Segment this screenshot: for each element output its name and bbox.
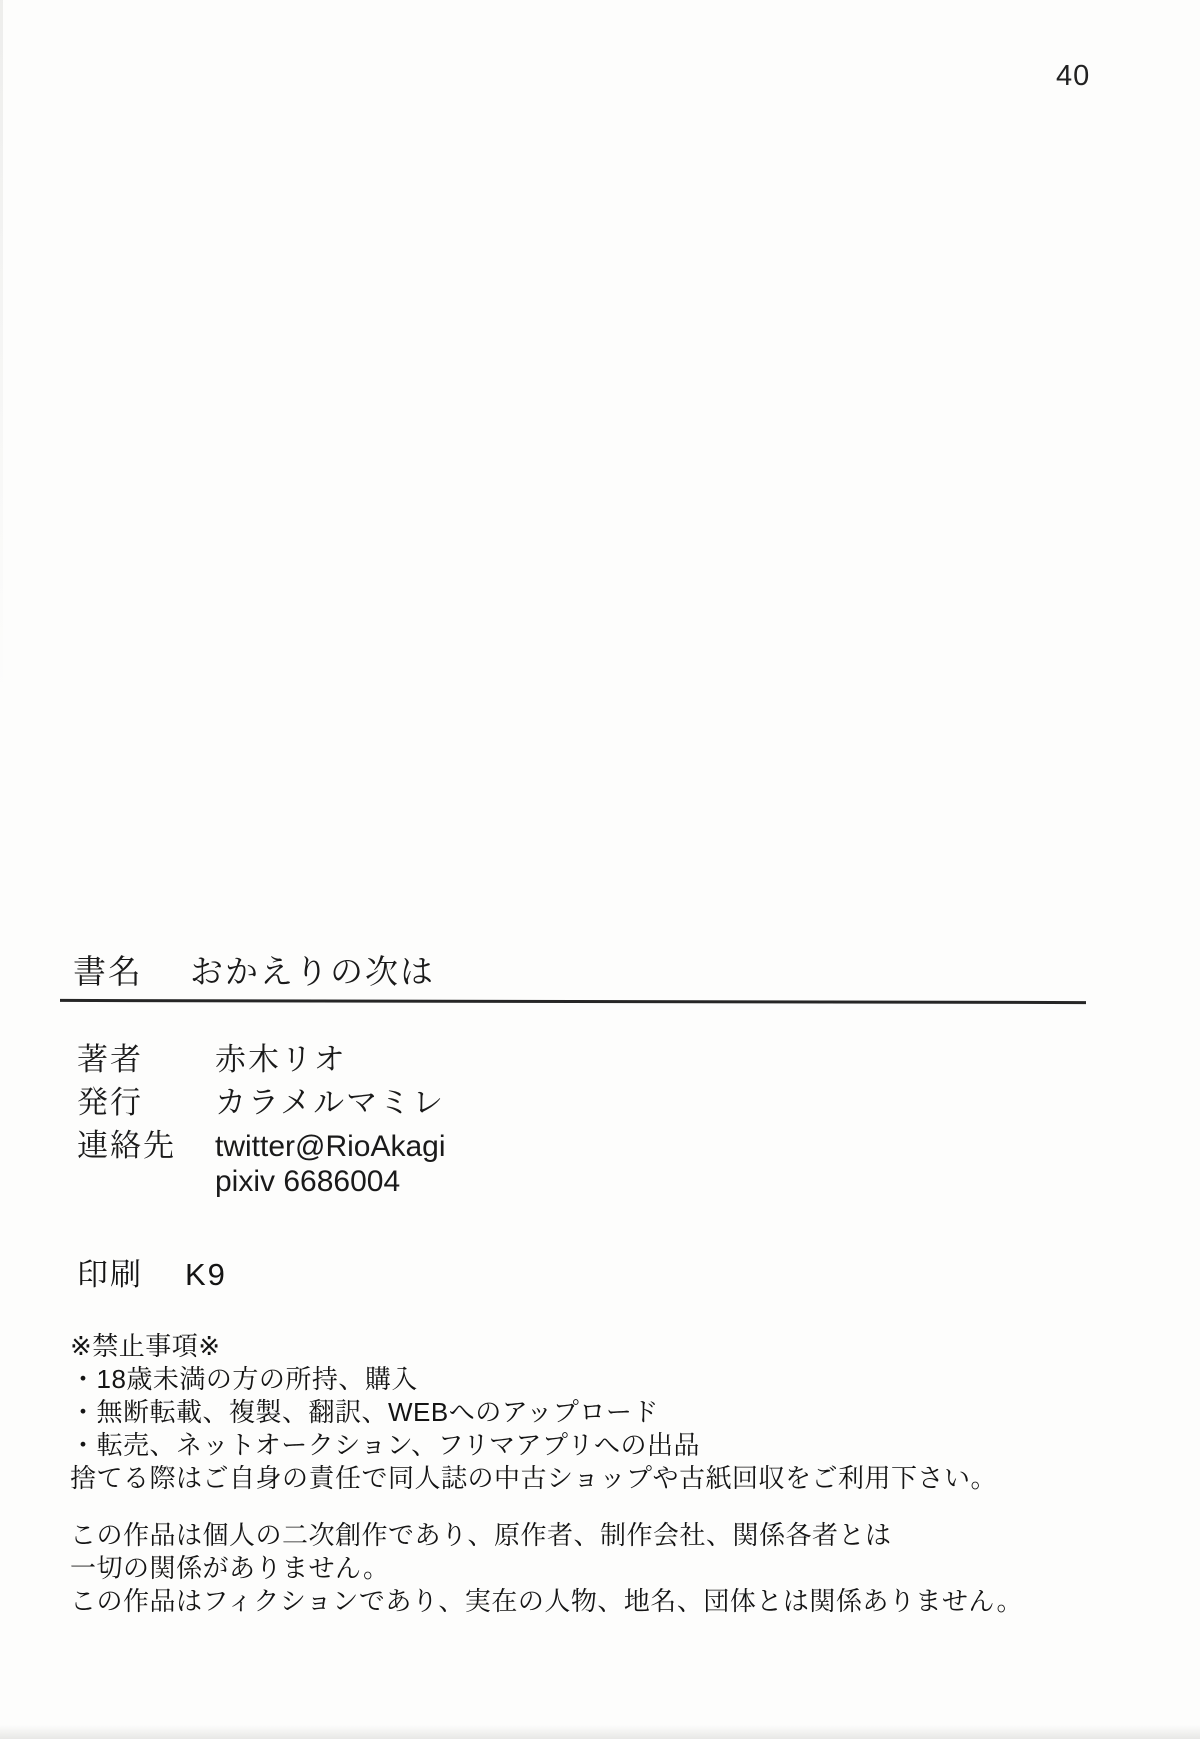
prohibition-notices: [70, 1330, 997, 1495]
prohibition-heading: ※禁止事項※: [70, 1331, 221, 1361]
prohibition-item: ・無断転載、複製、翻訳、WEBへのアップロード: [70, 1397, 659, 1427]
disclaimer-line: この作品はフィクションであり、実在の人物、地名、団体とは関係ありません。: [70, 1586, 1023, 1616]
scan-artifact-bottom: [0, 1725, 1200, 1739]
contact-label: 連絡先: [77, 1128, 176, 1163]
disclaimer-block: [70, 1519, 1023, 1618]
prohibition-item: ・18歳未満の方の所持、購入: [70, 1364, 418, 1394]
author-label: 著者: [77, 1042, 143, 1077]
disclaimer-line: 一切の関係がありません。: [70, 1553, 390, 1583]
scan-artifact-left: [0, 0, 3, 696]
printer-row: [77, 1249, 227, 1294]
contact-row: [77, 1120, 446, 1165]
prohibition-item: ・転売、ネットオークション、フリマアプリへの出品: [70, 1430, 701, 1460]
book-title-value: おかえりの次は: [190, 955, 435, 991]
author-value: 赤木リオ: [215, 1042, 347, 1077]
author-row: [77, 1034, 347, 1079]
page-number: 40: [1056, 60, 1091, 92]
printer-label: 印刷: [77, 1257, 143, 1292]
contact-pixiv-value: pixiv 6686004: [215, 1165, 401, 1198]
book-title-row: [73, 946, 435, 993]
contact-twitter-value: twitter@RioAkagi: [215, 1130, 446, 1163]
disclaimer-line: この作品は個人の二次創作であり、原作者、制作会社、関係各者とは: [70, 1520, 892, 1550]
publisher-row: [77, 1077, 445, 1122]
publisher-value: カラメルマミレ: [215, 1085, 446, 1120]
contact-pixiv-row: [77, 1163, 400, 1199]
book-title-label: 書名: [73, 955, 143, 991]
publisher-label: 発行: [77, 1085, 143, 1120]
prohibition-item: 捨てる際はご自身の責任で同人誌の中古ショップや古紙回収をご利用下さい。: [70, 1463, 997, 1493]
divider-rule: [60, 999, 1086, 1004]
printer-value: K9: [185, 1257, 227, 1292]
